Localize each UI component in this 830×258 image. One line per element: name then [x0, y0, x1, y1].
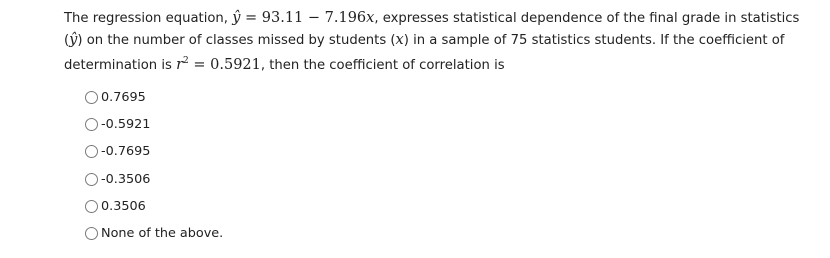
radio-button[interactable]	[85, 227, 98, 240]
radio-button[interactable]	[85, 173, 98, 186]
x-inline	[396, 32, 404, 48]
exponent: 2	[183, 56, 189, 66]
answer-label: 0.7695	[101, 90, 146, 106]
radio-button[interactable]	[85, 145, 98, 158]
question-text-part: ) on the number of classes missed by students (	[77, 32, 396, 48]
radio-button[interactable]	[85, 118, 98, 131]
radio-button[interactable]	[85, 200, 98, 213]
y-hat-symbol: ŷ	[69, 31, 78, 48]
equation-body: = 93.11 − 7.196	[240, 10, 367, 26]
answer-label: -0.7695	[101, 144, 151, 160]
question-text	[64, 8, 804, 76]
x-variable: x	[366, 10, 375, 26]
answer-option-4[interactable]	[84, 166, 223, 193]
regression-equation	[232, 10, 374, 26]
answer-option-2[interactable]	[84, 111, 223, 138]
answer-label: -0.5921	[101, 117, 151, 133]
y-hat-symbol: ŷ	[232, 10, 241, 26]
question-text-part: , then the coefficient of correlation is	[260, 57, 505, 73]
answer-option-3[interactable]	[84, 138, 223, 165]
x-variable: x	[395, 31, 404, 48]
r-symbol: r	[176, 56, 184, 73]
answer-label: 0.3506	[101, 198, 146, 214]
question-text-part: ) in a sample of 75 statistics students. If the coefficient of determination is	[64, 32, 785, 73]
question-text-part: , expresses statistical dependence of the final grade in statistics (	[64, 11, 800, 48]
r-squared-value: = 0.5921	[188, 56, 261, 73]
answer-option-5[interactable]	[84, 193, 223, 220]
question-text-part: The regression equation,	[64, 11, 233, 26]
answer-label: None of the above.	[101, 226, 224, 242]
answer-options	[84, 84, 223, 247]
answer-option-1[interactable]	[84, 84, 223, 111]
answer-option-6[interactable]	[84, 220, 223, 247]
r-squared-expression	[176, 57, 261, 73]
answer-label: -0.3506	[101, 171, 151, 187]
radio-button[interactable]	[85, 91, 98, 104]
